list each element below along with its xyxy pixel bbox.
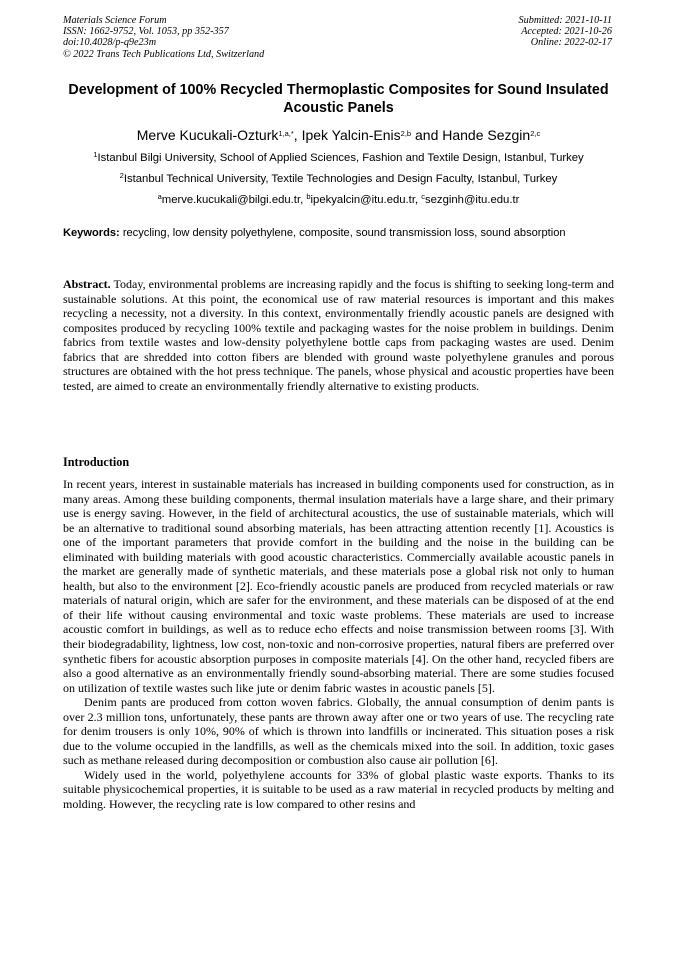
introduction-body (63, 477, 614, 812)
section-heading-introduction: Introduction (63, 455, 130, 469)
affiliation-marker: 2 (119, 171, 124, 180)
doi-line: doi:10.4028/p-q9e23m (63, 37, 157, 49)
affiliation-2 (63, 172, 614, 186)
author-affiliation-marker: 1,a,* (278, 129, 294, 138)
journal-name: Materials Science Forum (63, 15, 167, 26)
submitted-date: Submitted: 2021-10-11 (518, 15, 612, 26)
affiliation-1 (63, 151, 614, 165)
email-marker: a (157, 192, 162, 201)
affiliation-text: Istanbul Bilgi University, School of Applied Sciences, Fashion and Textile Design, Istanbul, Turkey (97, 152, 584, 164)
abstract-text: Today, environmental problems are increasing rapidly and the focus is shifting to seeking long-term and sustainable solutions. At this point, the economical use of raw material resources is important and this makes recycling a necessity, not a diversity. In this context, environmentally friendly acoustic panels are designed with composites produced by recycling 100% textile and packaging wastes for the noise problem in buildings. Denim fabrics from textile wastes and low-density polyethylene bottle caps from packaging wastes are used. Denim fabrics that are shredded into cotton fibers are blended with ground waste polyethylene granules and porous structures are obtained with the hot press technique. The panels, whose physical and acoustic properties have been tested, are aimed to create an environmentally friendly alternative to existing products. (63, 277, 614, 393)
author-list (63, 126, 614, 144)
introduction-paragraph: In recent years, interest in sustainable materials has increased in building components used for construction, as in many areas. Among these building components, thermal insulation materials have a large share, and their primary use is energy saving. However, in the field of architectural acoustics, the use of sustainable materials, which will be an alternative to traditional sound absorbing materials, has been attracting attention recently [1]. Acoustics is one of the important parameters that provide comfort in the building and the noise in the building can be eliminated with building materials with good acoustic characteristics. Commercially available acoustic panels in the market are generally made of synthetic materials, and these materials pose a global risk not only to human health, but also to the environment [2]. Eco-friendly acoustic panels are produced from recycled materials or raw materials of natural origin, which are safer for the environment, and these materials can be disposed of at the end of their life without causing environmental and toxic waste problems. These materials are used to increase acoustic comfort in buildings, as well as to reduce echo effects and noise transmission between rooms [3]. With their biodegradability, lightness, low cost, non-toxic and non-corrosive properties, natural fibers are preferred over synthetic fibers for acoustic absorption purposes in composite materials [4]. On the other hand, recycled fibers are also a good alternative as an environmentally friendly sound-absorbing material. There are some studies focused on utilization of textile wastes such like jute or denim fabric wastes in acoustic panels [5]. (63, 477, 614, 695)
abstract-label: Abstract. (63, 277, 111, 291)
abstract (63, 277, 614, 393)
author-name: Ipek Yalcin-Enis (301, 127, 401, 143)
issn-line: ISSN: 1662-9752, Vol. 1053, pp 352-357 (63, 26, 229, 38)
paper-title: Development of 100% Recycled Thermoplastic Composites for Sound Insulated Acoustic Panels (68, 82, 609, 116)
author-affiliation-marker: 2,c (530, 129, 541, 138)
journal-header-left (63, 15, 264, 60)
online-date: Online: 2022-02-17 (530, 37, 612, 49)
author-affiliation-marker: 2,b (400, 129, 412, 138)
keywords (63, 227, 614, 240)
author-emails: $^a$merve.kucukali@bilgi.edu.tr, $^b$ipekyalcin@itu.edu.tr, $^c$sezginh@itu.edu.tr (157, 192, 520, 206)
copyright-line: © 2022 Trans Tech Publications Ltd, Switzerland (63, 48, 265, 60)
email-marker: c (421, 192, 425, 201)
author-separator: , (293, 127, 302, 143)
affiliation-text: Istanbul Technical University, Textile Technologies and Design Faculty, Istanbul, Turkey (123, 173, 558, 185)
keywords-text: recycling, low density polyethylene, composite, sound transmission loss, sound absorption (122, 227, 566, 239)
accepted-date: Accepted: 2021-10-26 (521, 26, 612, 38)
email-address: merve.kucukali@bilgi.edu.tr (161, 194, 301, 206)
author-name: Hande Sezgin (442, 127, 531, 143)
introduction-paragraph: Widely used in the world, polyethylene accounts for 33% of global plastic waste exports. Thanks to its suitable physicochemical properties, it is suitable to be used as a raw material in recycled products by melting and molding. However, the recycling rate is low compared to other resins and (63, 767, 614, 812)
email-address: ipekyalcin@itu.edu.tr (310, 194, 415, 206)
author-name: Merve Kucukali-Ozturk (136, 127, 279, 143)
author-separator: and (411, 127, 443, 143)
keywords-label: Keywords: (63, 227, 120, 239)
email-marker: b (306, 192, 311, 201)
journal-header-right (519, 15, 612, 49)
email-address: sezginh@itu.edu.tr (425, 194, 520, 206)
affiliation-marker: 1 (93, 150, 98, 159)
introduction-paragraph: Denim pants are produced from cotton woven fabrics. Globally, the annual consumption of denim pants is over 2.3 million tons, unfortunately, these pants are thrown away after one or two years of use. The recycling rate for denim trousers is only 10%, 90% of which is thrown into landfills or incinerated. This situation poses a risk due to the volume occupied in the landfills, as well as the chemicals mixed into the soil. In addition, toxic gases such as methane released during decomposition or combustion also cause air pollution [6]. (63, 695, 614, 768)
